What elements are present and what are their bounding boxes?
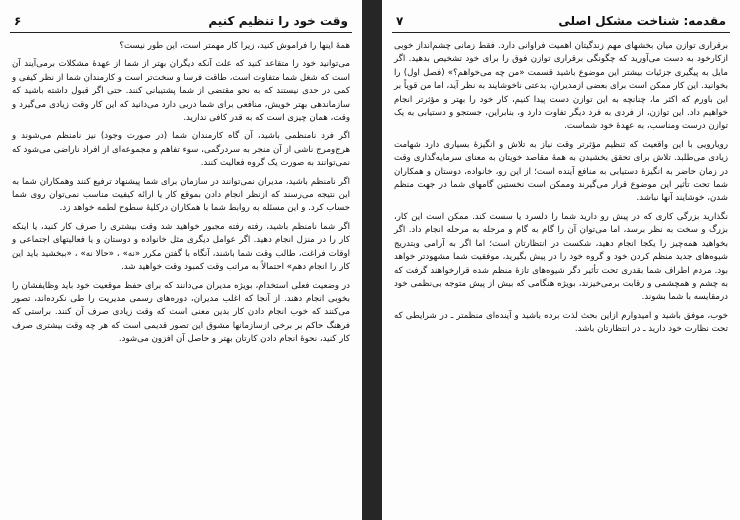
paragraph: برقراری توازن میان بخشهای مهم زندگیتان اهمیت فراوانی دارد. فقط زمانی چشم‌انداز خوبی ازکارخود به دست می‌آورید که چگونگی برقراری توازن فوق را برای خود تشخیص بدهید. اگر مایل به پیگیری جزئیات بیشتر این موضوع باشید قسمت «من چه می‌خواهم؟» (فصل اول) را بخوانید. این کار ممکن است برای بعضی ازمدیران، بدعتی ناخوشایند به نظر آید، اما من قویاً بر این باورم که اکثر ما، چنانچه به این توازن دست پیدا کنیم، کار خود را بهتر و مؤثرتر انجام خواهیم داد. این توازن، از فردی به فرد دیگر تفاوت دارد و، بنابراین، جستجو و دستیابی به یک توازن درست ومناسب، به عهدهٔ خود شماست.: [394, 41, 728, 132]
paragraph: نگذارید بزرگی کاری که در پیش رو دارید شما را دلسرد یا سست کند. ممکن است این کار، بزرگ و سخت به نظر برسد، اما می‌توان آن را گام به گام و مرحله به مرحله انجام داد. اگر بخواهید همه‌چیز را یکجا انجام دهید، شکست در انتظارتان است؛ اما اگر به آرامی وبتدریج شیوه‌های جدید منظم کردن خود و گروه خود را در پیش بگیرید، موفقیت شما مشهودتر خواهد بود. مردم اطراف شما بقدری تحت تأثیر دگر شیوه‌های تازهٔ منظم شده قرارخواهند گرفت که به چشم و همچشمی و رقابت برمی‌خیزند، بویژه هنگامی که بیش از پیش متوجه بی‌نظمی خود درمقایسه با شما بشوند.: [394, 211, 728, 303]
right-page: [382, 0, 740, 520]
paragraph: اگر فرد نامنظمی باشید، آن گاه کارمندان شما (در صورت وجود) نیز نامنظم می‌شوند و هرج‌ومرج ناشی از آن منجر به سردرگمی، سوء تفاهم و مجموعه‌ای از افراد ناراضی می‌شود که نمی‌توانند به صورت یک گروه فعالیت کنند.: [12, 131, 350, 169]
paragraph: اگر شما نامنظم باشید، رفته رفته مجبور خواهید شد وقت بیشتری را صرف کار کنید، یا اینکه کار را در منزل انجام دهید. اگر عوامل دیگری مثل خانواده و دوستان و یا فعالیتهای اجتماعی و اوقات فراغت، طالب وقت شما باشند، آنگاه با گفتن مکرر «نه» ، «حالا نه» ، «ببخشید باید این کار را انجام دهم» احتمالاً به مراتب وقت کمبود وقت خواهید شد.: [12, 221, 350, 273]
paragraph: رویارویی با این واقعیت که تنظیم مؤثرتر وقت نیاز به تلاش و انگیزهٔ بسیاری دارد شهامت زیادی می‌طلبد. تلاش برای تحقق بخشیدن به همهٔ مقاصد خویتان به معنای سرمایه‌گذاری وقت در زمان حاضر به انگیزهٔ دستیابی به منافع آینده است؛ از این رو، خانواده، دوستان و همکاران شما تحت تأثیر این موضوع قرار می‌گیرند وممکن است نخستین گامهای شما در جهت منظم شدن، خوشایند آنها نباشد.: [394, 139, 728, 204]
page-number: ۷: [396, 14, 404, 28]
paragraph: همهٔ اینها را فراموش کنید، زیرا کار مهمتر است، این طور نیست؟: [119, 41, 350, 51]
right-page-header: [392, 14, 730, 33]
left-page-body: [12, 40, 350, 352]
paragraph: خوب، موفق باشید و امیدوارم ازاین بحث لذت برده باشید و آینده‌ای منظمتر ـ در شرایطی که تحت نظارت خود دارید ـ در انتظارتان باشد.: [394, 310, 728, 335]
paragraph: اگر نامنظم باشید، مدیران نمی‌توانند در سازمان برای شما پیشنهاد ترفیع کنند وهمکاران شما به این نتیجه می‌رسند که ازنظر انجام دادن بموقع کار یا ارائه کیفیت مناسب نمی‌توان روی شما حساب کرد. و این مسئله به روابط شما با همکاران درکلیهٔ سطوح لطمه خواهد زد.: [12, 176, 350, 214]
book-gutter: [362, 0, 382, 520]
running-title: مقدمه: شناخت مشکل اصلی: [558, 14, 726, 28]
left-page: [0, 0, 362, 520]
left-page-header: [10, 14, 352, 33]
right-page-body: [394, 40, 728, 342]
page-number: ۶: [14, 14, 22, 28]
running-title: وقت خود را تنظیم کنیم: [208, 14, 348, 28]
paragraph: در وضعیت فعلی استخدام، بویژه مدیران می‌دانند که برای حفظ موقعیت خود باید وظایفشان را بخوبی انجام دهند. از آنجا که اغلب مدیران، دوره‌های رسمی مدیریت را طی نکرده‌اند، تصور می‌کنند که خوب انجام دادن کار بدین معنی است که وقت زیادی صرف آن کنند. براستی که فرهنگ حاکم بر برخی ازسازمانها مشوق این تصور قدیمی است که هر چه وقت بیشتری صرف کار کنید، نحوهٔ انجام دادن کارتان بهتر و حاصل آن افزون می‌شود.: [12, 280, 350, 345]
paragraph: می‌توانید خود را متقاعد کنید که علت آنکه دیگران بهتر از شما از عهدهٔ مشکلات برمی‌آیند آن است که شغل شما متفاوت است، طاقت فرسا و سخت‌تر است و کارمندان شما از نظر کیفی و کمی در حدی نیستند که به نحو مقتضی از شما پشتیبانی کنند. حتی اگر قبول داشته باشید که سازماندهی بهتر خویش، منافعی برای شما دربی دارد می‌دانید که این کار وقت زیادی می‌گیرد و وقت، همان چیزی است که به قدر کافی ندارید.: [12, 59, 350, 124]
